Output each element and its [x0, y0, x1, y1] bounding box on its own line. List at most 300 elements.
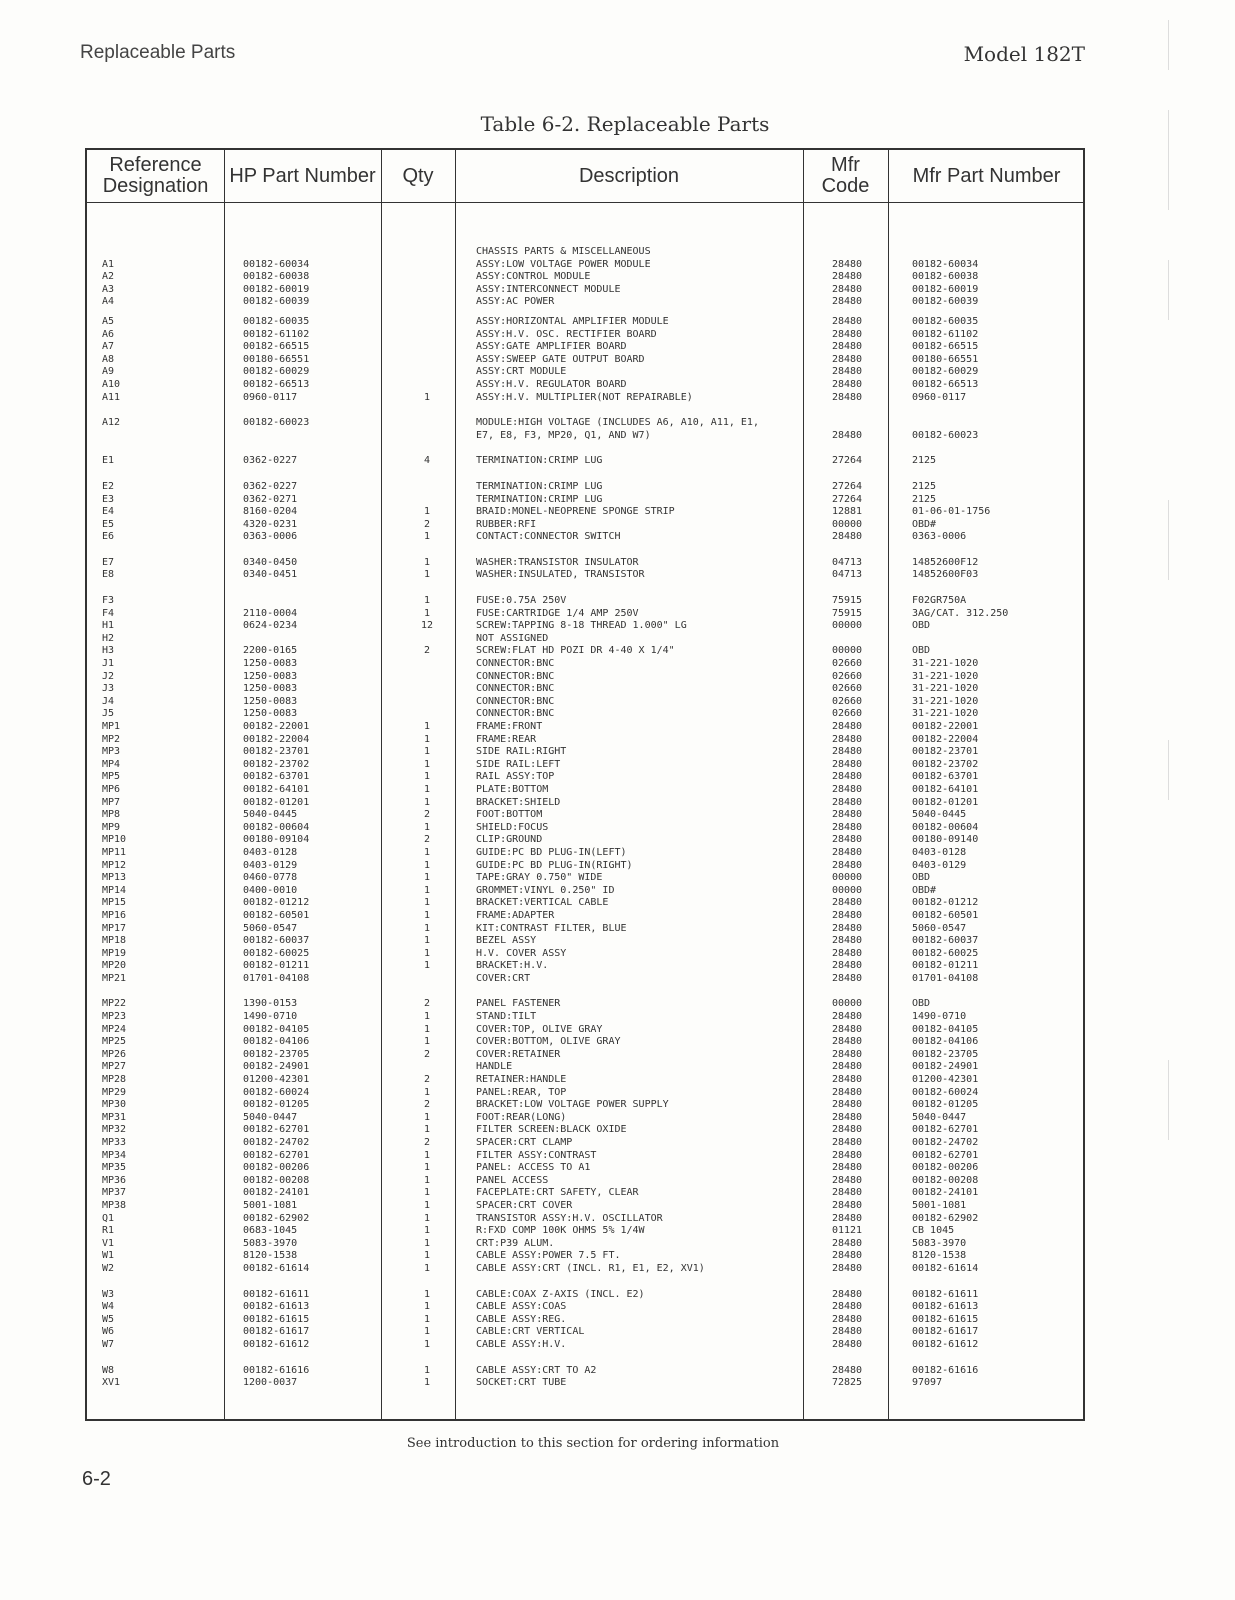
table-row [0, 1137, 1000, 1150]
mfr-part-number-cell: 00180-66551 [912, 353, 979, 365]
reference-designation-cell: W8 [102, 1364, 115, 1376]
quantity-cell: 2 [423, 834, 431, 846]
hp-part-number-cell: 0363-0006 [243, 531, 298, 543]
mfr-code-cell: 28480 [831, 1124, 863, 1136]
hp-part-number-cell: 00182-66515 [243, 341, 310, 353]
hp-part-number-cell: 0403-0128 [243, 846, 298, 858]
table-row [0, 797, 1000, 810]
reference-designation-cell: MP9 [102, 821, 121, 833]
mfr-code-cell: 28480 [831, 1288, 863, 1300]
mfr-code-cell: 28480 [831, 328, 863, 340]
description-cell: CONNECTOR:BNC [476, 708, 555, 720]
mfr-code-cell: 28480 [831, 258, 863, 270]
description-cell: PANEL FASTENER [476, 998, 561, 1010]
quantity-cell: 1 [423, 897, 431, 909]
mfr-code-cell: 28480 [831, 1149, 863, 1161]
mfr-code-cell: 04713 [831, 569, 863, 581]
hp-part-number-cell: 1250-0083 [243, 695, 298, 707]
reference-designation-cell: MP26 [102, 1048, 127, 1060]
description-cell: HANDLE [476, 1061, 513, 1073]
description-cell: ASSY:H.V. MULTIPLIER(NOT REPAIRABLE) [476, 391, 693, 403]
table-row [0, 607, 1009, 621]
reference-designation-cell: R1 [102, 1225, 115, 1237]
mfr-part-number-cell: 31-221-1020 [912, 683, 979, 695]
hp-part-number-cell: 1250-0083 [243, 683, 298, 695]
table-row [0, 1049, 1000, 1062]
mfr-part-number-cell: 0403-0128 [912, 846, 967, 858]
table-row [0, 1250, 1000, 1263]
mfr-part-number-cell: F02GR750A [912, 595, 967, 607]
mfr-part-number-cell: 00182-62701 [912, 1124, 979, 1136]
quantity-cell: 12 [420, 620, 434, 632]
row-spacer [0, 404, 1000, 417]
mfr-part-number-cell: 5060-0547 [912, 922, 967, 934]
description-cell: R:FXD COMP 100K OHMS 5% 1/4W [476, 1225, 645, 1237]
reference-designation-cell: MP31 [102, 1111, 127, 1123]
table-row [0, 1238, 1000, 1251]
mfr-code-cell: 28480 [831, 1074, 863, 1086]
reference-designation-cell: H3 [102, 645, 115, 657]
mfr-code-cell: 28480 [831, 1137, 863, 1148]
hp-part-number-cell: 0624-0234 [243, 620, 298, 632]
description-cell: ASSY:LOW VOLTAGE POWER MODULE [476, 258, 651, 270]
mfr-code-cell: 00000 [831, 518, 863, 530]
mfr-part-number-cell: 31-221-1020 [912, 658, 979, 670]
header-mfr-code: Mfr Code [821, 154, 870, 197]
quantity-cell: 1 [423, 1036, 431, 1048]
reference-designation-cell: MP14 [102, 884, 127, 896]
description-cell: BRAID:MONEL-NEOPRENE SPONGE STRIP [476, 506, 675, 518]
table-row [0, 354, 1000, 367]
hp-part-number-cell: 0460-0778 [243, 872, 298, 884]
hp-part-number-cell: 00182-24702 [243, 1137, 310, 1148]
table-row [0, 809, 1000, 822]
description-cell: ASSY:INTERCONNECT MODULE [476, 283, 621, 295]
mfr-code-cell: 75915 [831, 607, 863, 619]
reference-designation-cell: MP18 [102, 935, 127, 947]
reference-designation-cell: XV1 [102, 1377, 121, 1389]
table-row [0, 960, 1000, 973]
mfr-part-number-cell: OBD [912, 620, 931, 632]
hp-part-number-cell: 00182-60023 [243, 417, 310, 429]
reference-designation-cell: W7 [102, 1338, 115, 1350]
mfr-code-cell: 27264 [831, 455, 863, 467]
table-row [0, 721, 1000, 734]
description-cell: FRAME:ADAPTER [476, 909, 555, 921]
header-hp-part-number: HP Part Number [229, 164, 376, 187]
mfr-code-cell: 28480 [831, 271, 863, 283]
mfr-code-cell: 72825 [831, 1377, 863, 1389]
description-cell: RETAINER:HANDLE [476, 1074, 567, 1086]
description-cell: SPACER:CRT COVER [476, 1199, 573, 1211]
quantity-cell: 1 [423, 1313, 431, 1325]
reference-designation-cell: A6 [102, 328, 115, 340]
quantity-cell: 2 [423, 809, 431, 821]
reference-designation-cell: MP29 [102, 1086, 127, 1098]
description-cell: WASHER:TRANSISTOR INSULATOR [476, 556, 639, 568]
table-row [0, 1225, 1000, 1238]
reference-designation-cell: MP25 [102, 1036, 127, 1048]
table-row [0, 259, 1000, 272]
mfr-part-number-cell: 00182-61613 [912, 1301, 979, 1313]
reference-designation-cell: MP27 [102, 1061, 127, 1073]
mfr-part-number-cell: 2125 [912, 493, 937, 505]
table-row [0, 1036, 1000, 1049]
margin-artifact [1168, 500, 1183, 580]
mfr-code-cell: 28480 [831, 315, 863, 327]
description-cell: SCREW:TAPPING 8-18 THREAD 1.000" LG [476, 620, 687, 632]
mfr-code-cell: 02660 [831, 708, 863, 720]
quantity-cell: 1 [423, 1174, 431, 1186]
reference-designation-cell: MP10 [102, 834, 127, 846]
description-cell: GUIDE:PC BD PLUG-IN(RIGHT) [476, 859, 633, 871]
mfr-code-cell: 02660 [831, 658, 863, 670]
description-cell: FUSE:0.75A 250V [476, 595, 567, 607]
mfr-code-cell: 28480 [831, 859, 863, 871]
mfr-code-cell: 04713 [831, 556, 863, 568]
description-cell: CHASSIS PARTS & MISCELLANEOUS [476, 246, 651, 257]
description-cell: FOOT:REAR(LONG) [476, 1111, 567, 1123]
mfr-code-cell: 28480 [831, 1174, 863, 1186]
mfr-code-cell: 28480 [831, 960, 863, 972]
reference-designation-cell: J3 [102, 683, 115, 695]
mfr-part-number-cell: OBD [912, 872, 931, 884]
reference-designation-cell: MP23 [102, 1011, 127, 1023]
hp-part-number-cell: 00182-60025 [243, 947, 310, 959]
hp-part-number-cell: 0340-0450 [243, 556, 298, 568]
table-row [0, 860, 1000, 873]
reference-designation-cell: MP6 [102, 783, 121, 795]
mfr-part-number-cell: 0363-0006 [912, 531, 967, 543]
description-cell: GROMMET:VINYL 0.250" ID [476, 884, 615, 896]
reference-designation-cell: W3 [102, 1288, 115, 1300]
hp-part-number-cell: 0340-0451 [243, 569, 298, 581]
description-cell: BRACKET:SHIELD [476, 796, 561, 808]
table-row [0, 633, 1000, 646]
table-row [0, 1124, 1000, 1137]
hp-part-number-cell: 0683-1045 [243, 1225, 298, 1237]
hp-part-number-cell: 00182-24901 [243, 1061, 310, 1073]
mfr-code-cell: 27264 [831, 480, 863, 492]
hp-part-number-cell: 00182-23701 [243, 746, 310, 758]
hp-part-number-cell: 00182-62701 [243, 1149, 310, 1161]
table-row [0, 481, 1000, 494]
hp-part-number-cell: 00182-60029 [243, 366, 310, 378]
margin-artifact [1168, 110, 1183, 210]
reference-designation-cell: A8 [102, 353, 115, 365]
hp-part-number-cell: 0362-0227 [243, 455, 298, 467]
hp-part-number-cell: 00182-00208 [243, 1174, 310, 1186]
mfr-code-cell: 28480 [831, 1199, 863, 1211]
quantity-cell: 1 [423, 1162, 431, 1174]
table-row [0, 696, 1000, 709]
description-cell: FRAME:FRONT [476, 721, 543, 732]
quantity-cell: 1 [423, 859, 431, 871]
reference-designation-cell: A5 [102, 315, 115, 327]
mfr-part-number-cell: 3AG/CAT. 312.250 [912, 607, 1009, 619]
quantity-cell: 2 [423, 1137, 431, 1148]
mfr-part-number-cell: 00182-01211 [912, 960, 979, 972]
reference-designation-cell: A7 [102, 341, 115, 353]
reference-designation-cell: MP37 [102, 1187, 127, 1199]
hp-part-number-cell: 00182-04106 [243, 1036, 310, 1048]
mfr-code-cell: 28480 [831, 296, 863, 308]
quantity-cell: 1 [423, 1149, 431, 1161]
quantity-cell: 1 [423, 1338, 431, 1350]
description-cell: GUIDE:PC BD PLUG-IN(LEFT) [476, 846, 627, 858]
reference-designation-cell: A2 [102, 271, 115, 283]
mfr-code-cell: 12881 [831, 506, 863, 518]
mfr-part-number-cell: OBD [912, 998, 931, 1010]
mfr-part-number-cell: 00182-63701 [912, 771, 979, 783]
mfr-code-cell: 28480 [831, 1086, 863, 1098]
description-cell: CABLE:CRT VERTICAL [476, 1326, 585, 1338]
quantity-cell: 1 [423, 960, 431, 972]
hp-part-number-cell: 00182-00604 [243, 821, 310, 833]
table-row [0, 897, 1000, 910]
table-row [0, 557, 1000, 570]
quantity-cell: 1 [423, 935, 431, 947]
description-cell: CABLE ASSY:POWER 7.5 FT. [476, 1250, 621, 1262]
mfr-code-cell: 28480 [831, 897, 863, 909]
quantity-cell: 1 [423, 1288, 431, 1300]
table-row [0, 455, 1000, 468]
hp-part-number-cell: 0362-0271 [243, 493, 298, 505]
mfr-code-cell: 28480 [831, 721, 863, 732]
reference-designation-cell: A3 [102, 283, 115, 295]
description-cell: COVER:TOP, OLIVE GRAY [476, 1023, 603, 1035]
description-cell: CABLE ASSY:CRT TO A2 [476, 1364, 597, 1376]
quantity-cell: 4 [423, 455, 431, 467]
table-row [0, 1326, 1000, 1339]
table-row [0, 645, 1000, 658]
hp-part-number-cell: 0400-0010 [243, 884, 298, 896]
header-rule [87, 202, 1083, 203]
mfr-code-cell: 28480 [831, 1099, 863, 1111]
table-row [0, 392, 1000, 405]
header-qty: Qty [402, 164, 434, 187]
mfr-part-number-cell: 00182-60024 [912, 1086, 979, 1098]
reference-designation-cell: MP12 [102, 859, 127, 871]
quantity-cell: 1 [423, 1377, 431, 1389]
reference-designation-cell: A4 [102, 296, 115, 308]
mfr-part-number-cell: 00182-01212 [912, 897, 979, 909]
mfr-part-number-cell: 00182-60019 [912, 283, 979, 295]
reference-designation-cell: F3 [102, 595, 115, 607]
hp-part-number-cell: 00182-61611 [243, 1288, 310, 1300]
hp-part-number-cell: 5040-0445 [243, 809, 298, 821]
hp-part-number-cell: 00182-60019 [243, 283, 310, 295]
table-row [0, 595, 1000, 608]
hp-part-number-cell: 00182-61613 [243, 1301, 310, 1313]
reference-designation-cell: E6 [102, 531, 115, 543]
mfr-part-number-cell: 01-06-01-1756 [912, 506, 991, 518]
mfr-part-number-cell: 00182-04105 [912, 1023, 979, 1035]
table-title: Table 6-2. Replaceable Parts [480, 112, 770, 136]
mfr-code-cell: 00000 [831, 998, 863, 1010]
mfr-code-cell: 28480 [831, 378, 863, 390]
description-cell: COVER:RETAINER [476, 1048, 561, 1060]
hp-part-number-cell: 00182-66513 [243, 378, 310, 390]
hp-part-number-cell: 00182-63701 [243, 771, 310, 783]
mfr-code-cell: 28480 [831, 809, 863, 821]
table-row [0, 948, 1000, 961]
reference-designation-cell: MP2 [102, 733, 121, 745]
hp-part-number-cell: 00182-61614 [243, 1262, 310, 1274]
description-cell: FILTER ASSY:CONTRAST [476, 1149, 597, 1161]
quantity-cell: 1 [423, 947, 431, 959]
mfr-part-number-cell: 31-221-1020 [912, 695, 979, 707]
hp-part-number-cell: 2200-0165 [243, 645, 298, 657]
description-cell: BRACKET:LOW VOLTAGE POWER SUPPLY [476, 1099, 669, 1111]
quantity-cell: 1 [423, 1237, 431, 1249]
description-cell: SOCKET:CRT TUBE [476, 1377, 567, 1389]
mfr-part-number-cell: 00182-60037 [912, 935, 979, 947]
mfr-code-cell: 27264 [831, 493, 863, 505]
reference-designation-cell: A1 [102, 258, 115, 270]
quantity-cell: 2 [423, 998, 431, 1010]
mfr-part-number-cell: 31-221-1020 [912, 708, 979, 720]
mfr-part-number-cell: 01200-42301 [912, 1074, 979, 1086]
hp-part-number-cell: 00182-60037 [243, 935, 310, 947]
mfr-part-number-cell: 0403-0129 [912, 859, 967, 871]
hp-part-number-cell: 00182-64101 [243, 783, 310, 795]
reference-designation-cell: MP16 [102, 909, 127, 921]
table-row [0, 341, 1000, 354]
quantity-cell: 2 [423, 518, 431, 530]
mfr-code-cell: 28480 [831, 922, 863, 934]
mfr-code-cell: 28480 [831, 846, 863, 858]
description-cell: CABLE ASSY:H.V. [476, 1338, 567, 1350]
table-row [0, 834, 1000, 847]
reference-designation-cell: MP4 [102, 758, 121, 770]
quantity-cell: 2 [423, 645, 431, 657]
mfr-code-cell: 28480 [831, 366, 863, 378]
mfr-part-number-cell: 5040-0447 [912, 1111, 967, 1123]
mfr-part-number-cell: 00180-09140 [912, 834, 979, 846]
mfr-code-cell: 75915 [831, 595, 863, 607]
reference-designation-cell: H2 [102, 632, 115, 644]
mfr-code-cell: 28480 [831, 1338, 863, 1350]
description-cell: E7, E8, F3, MP20, Q1, AND W7) [476, 429, 651, 441]
quantity-cell: 1 [423, 771, 431, 783]
description-cell: MODULE:HIGH VOLTAGE (INCLUDES A6, A10, A11, E1, [476, 417, 759, 429]
mfr-part-number-cell: 00182-60038 [912, 271, 979, 283]
table-row [0, 771, 1000, 784]
mfr-part-number-cell: 00182-24901 [912, 1061, 979, 1073]
description-cell: ASSY:H.V. OSC. RECTIFIER BOARD [476, 328, 657, 340]
mfr-code-cell: 28480 [831, 834, 863, 846]
quantity-cell: 1 [423, 1364, 431, 1376]
hp-part-number-cell: 00182-60501 [243, 909, 310, 921]
mfr-code-cell: 28480 [831, 531, 863, 543]
row-spacer [0, 1276, 1000, 1289]
mfr-part-number-cell: 00182-60023 [912, 429, 979, 441]
mfr-code-cell: 28480 [831, 1162, 863, 1174]
reference-designation-cell: MP24 [102, 1023, 127, 1035]
hp-part-number-cell: 00182-61615 [243, 1313, 310, 1325]
mfr-code-cell: 28480 [831, 1187, 863, 1199]
mfr-code-cell: 00000 [831, 872, 863, 884]
description-cell: ASSY:CONTROL MODULE [476, 271, 591, 283]
mfr-part-number-cell: 5001-1081 [912, 1199, 967, 1211]
reference-designation-cell: V1 [102, 1237, 115, 1249]
mfr-code-cell: 28480 [831, 1061, 863, 1073]
mfr-part-number-cell: 00182-00206 [912, 1162, 979, 1174]
hp-part-number-cell: 5060-0547 [243, 922, 298, 934]
description-cell: PANEL: ACCESS TO A1 [476, 1162, 591, 1174]
mfr-code-cell: 01121 [831, 1225, 863, 1237]
page-number: 6-2 [82, 1468, 111, 1490]
description-cell: KIT:CONTRAST FILTER, BLUE [476, 922, 627, 934]
margin-artifact [1168, 20, 1183, 70]
description-cell: CABLE ASSY:REG. [476, 1313, 567, 1325]
description-cell: FUSE:CARTRIDGE 1/4 AMP 250V [476, 607, 639, 619]
table-body [0, 246, 1009, 1390]
header-description: Description [578, 164, 680, 187]
hp-part-number-cell: 00180-66551 [243, 353, 310, 365]
table-row [0, 1339, 1000, 1352]
hp-part-number-cell: 00182-61616 [243, 1364, 310, 1376]
mfr-code-cell: 28480 [831, 341, 863, 353]
mfr-part-number-cell: 00182-01205 [912, 1099, 979, 1111]
description-cell: NOT ASSIGNED [476, 632, 549, 644]
description-cell: SIDE RAIL:RIGHT [476, 746, 567, 758]
mfr-code-cell: 02660 [831, 670, 863, 682]
mfr-part-number-cell: 00182-04106 [912, 1036, 979, 1048]
reference-designation-cell: MP28 [102, 1074, 127, 1086]
mfr-part-number-cell: 00182-61102 [912, 328, 979, 340]
quantity-cell: 1 [423, 531, 431, 543]
quantity-cell: 1 [423, 391, 431, 403]
table-row [0, 430, 1000, 443]
table-row [0, 1365, 1000, 1378]
hp-part-number-cell: 1250-0083 [243, 708, 298, 720]
quantity-cell: 1 [423, 783, 431, 795]
reference-designation-cell: J1 [102, 658, 115, 670]
mfr-code-cell: 28480 [831, 1301, 863, 1313]
reference-designation-cell: MP1 [102, 721, 121, 732]
reference-designation-cell: MP32 [102, 1124, 127, 1136]
hp-part-number-cell: 00182-62902 [243, 1212, 310, 1224]
description-cell: BEZEL ASSY [476, 935, 537, 947]
table-row [0, 973, 1000, 986]
mfr-part-number-cell: 00182-60039 [912, 296, 979, 308]
mfr-code-cell: 28480 [831, 733, 863, 745]
table-row [0, 417, 1000, 430]
mfr-part-number-cell: 2125 [912, 455, 937, 467]
header-mfr-part-number: Mfr Part Number [912, 164, 1061, 187]
hp-part-number-cell: 00182-60038 [243, 271, 310, 283]
mfr-part-number-cell: 00182-61614 [912, 1262, 979, 1274]
mfr-part-number-cell: 01701-04108 [912, 972, 979, 984]
reference-designation-cell: W6 [102, 1326, 115, 1338]
reference-designation-cell: MP7 [102, 796, 121, 808]
reference-designation-cell: Q1 [102, 1212, 115, 1224]
table-row [0, 1112, 1000, 1125]
reference-designation-cell: E8 [102, 569, 115, 581]
mfr-part-number-cell: 00182-61615 [912, 1313, 979, 1325]
mfr-part-number-cell: 00182-61612 [912, 1338, 979, 1350]
table-row [0, 1175, 1000, 1188]
reference-designation-cell: W2 [102, 1262, 115, 1274]
mfr-code-cell: 28480 [831, 1212, 863, 1224]
description-cell: TERMINATION:CRIMP LUG [476, 455, 603, 467]
quantity-cell: 1 [423, 1111, 431, 1123]
description-cell: SHIELD:FOCUS [476, 821, 549, 833]
mfr-code-cell: 28480 [831, 1313, 863, 1325]
hp-part-number-cell: 00182-00206 [243, 1162, 310, 1174]
